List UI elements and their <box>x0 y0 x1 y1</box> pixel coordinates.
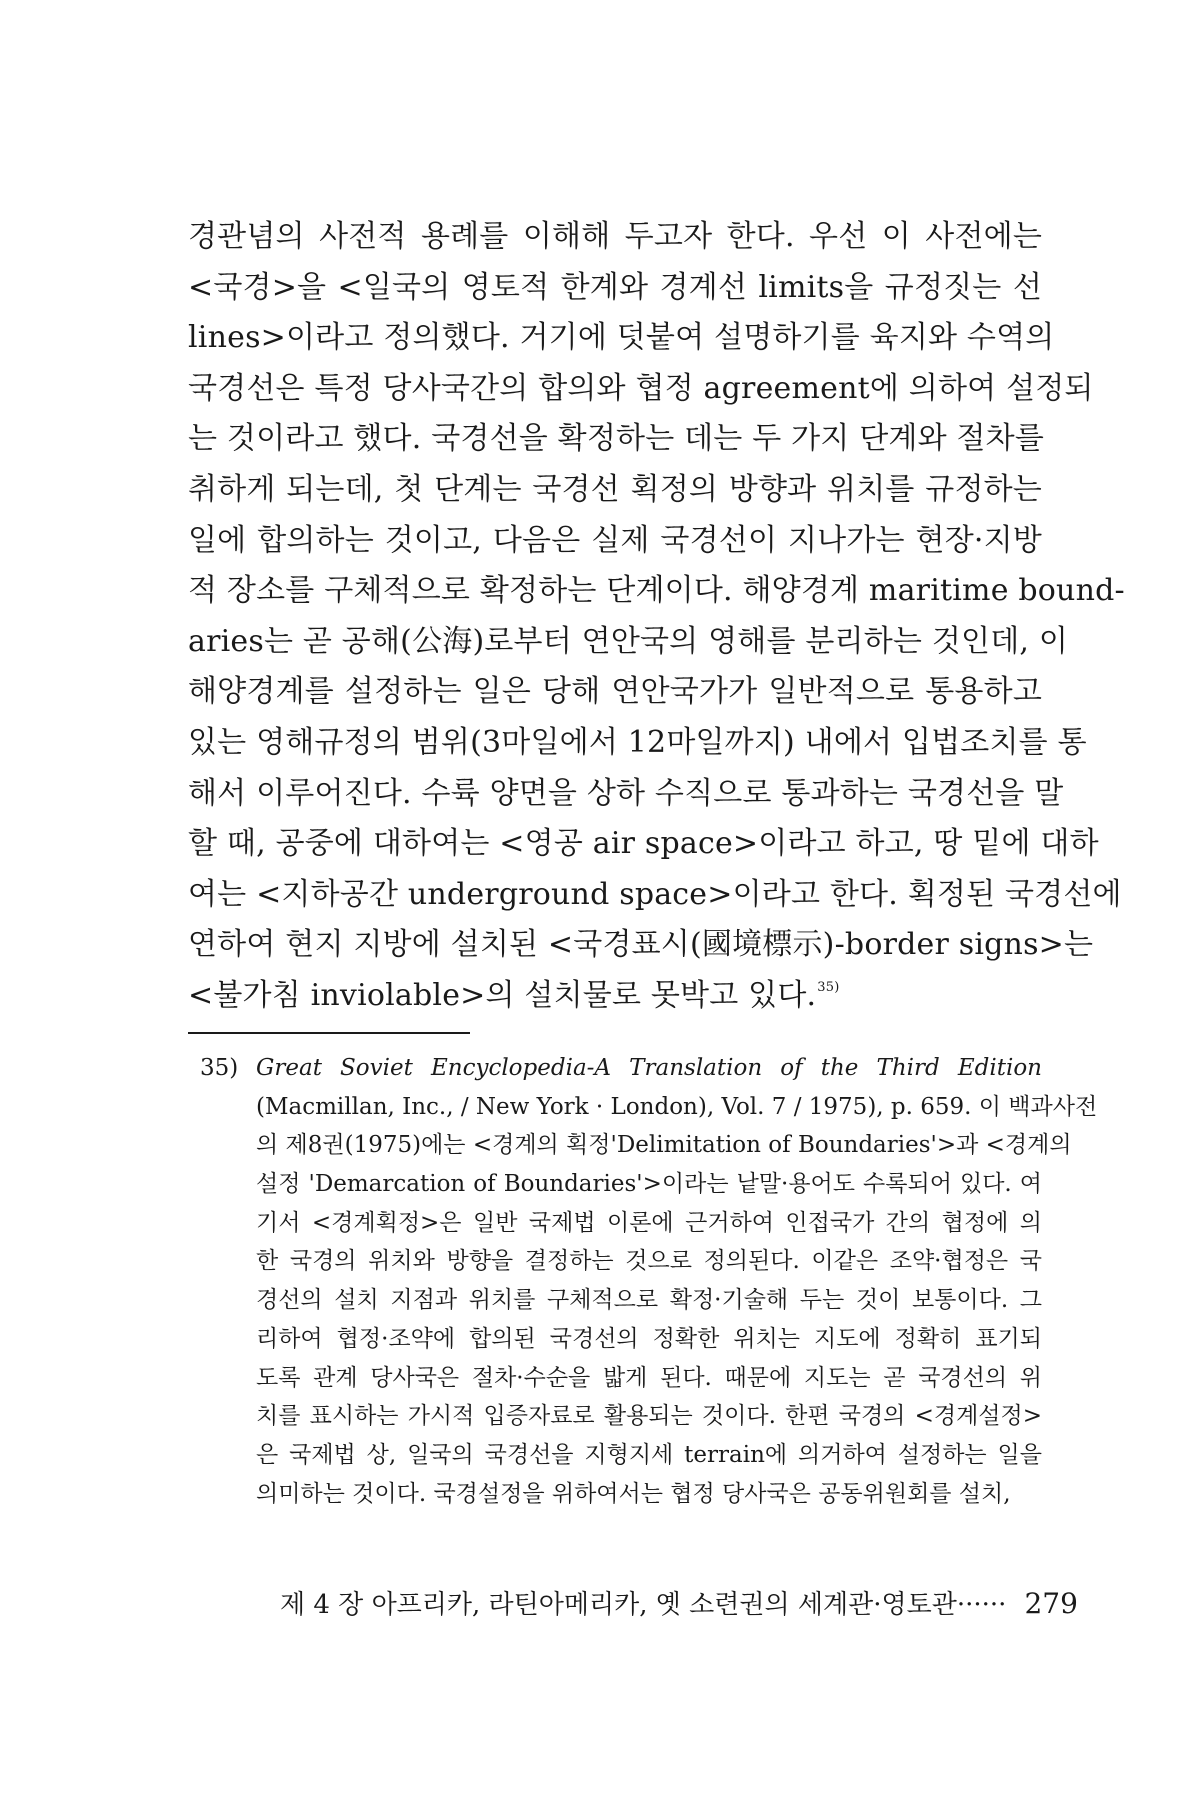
body-line: 해양경계를 설정하는 일은 당해 연안국가가 일반적으로 통용하고 <box>188 674 1042 710</box>
body-line: 경관념의 사전적 용례를 이해해 두고자 한다. 우선 이 사전에는 <box>188 219 1042 254</box>
footnote-line: 리하여 협정·조약에 합의된 국경선의 정확한 위치는 지도에 정확히 표기되 <box>256 1325 1042 1352</box>
footnote-line: 은 국제법 상, 일국의 국경선을 지형지세 terrain에 의거하여 설정하는 일을 <box>256 1441 1042 1468</box>
footnote-number: 35) <box>200 1055 239 1081</box>
body-line: <국경>을 <일국의 영토적 한계와 경계선 limits을 규정짓는 선 <box>188 269 1042 305</box>
footnote-first-line <box>200 1049 1042 1088</box>
running-head: 제 4 장 아프리카, 라틴아메리카, 옛 소련권의 세계관·영토관······ <box>280 1590 1007 1620</box>
body-line: 여는 <지하공간 underground space>이라고 한다. 획정된 국경선에 <box>188 876 1122 912</box>
footnote-line: 기서 <경계획정>은 일반 국제법 이론에 근거하여 인접국가 간의 협정에 의 <box>256 1209 1042 1236</box>
footnote-line: 경선의 설치 지점과 위치를 구체적으로 확정·기술해 두는 것이 보통이다. 그 <box>256 1287 1042 1314</box>
body-line: 국경선은 특정 당사국간의 합의와 협정 agreement에 의하여 설정되 <box>188 370 1094 406</box>
body-line: lines>이라고 정의했다. 거기에 덧붙여 설명하기를 육지와 수역의 <box>188 320 1055 356</box>
body-text <box>188 212 1125 1022</box>
page-number: 279 <box>1024 1587 1078 1620</box>
body-line: 일에 합의하는 것이고, 다음은 실제 국경선이 지나가는 현장·지방 <box>188 522 1042 558</box>
body-line: 적 장소를 구체적으로 확정하는 단계이다. 해양경계 maritime bound- <box>188 573 1125 609</box>
footnote-line: 의 제8권(1975)에는 <경계의 획정'Delimitation of Boundaries'>과 <경계의 <box>256 1132 1072 1159</box>
footnote-line: 치를 표시하는 가시적 입증자료로 활용되는 것이다. 한편 국경의 <경계설정> <box>256 1403 1042 1430</box>
footnote-line: 도록 관계 당사국은 절차·수순을 밟게 된다. 때문에 지도는 곧 국경선의 위 <box>256 1364 1042 1391</box>
footnote <box>200 1049 1098 1513</box>
body-line-text: <불가침 inviolable>의 설치물로 못박고 있다. <box>188 977 817 1013</box>
page-footer <box>280 1584 1078 1621</box>
footnote-title: Great Soviet Encyclopedia-A Translation of the Third Edition <box>256 1055 1042 1081</box>
footnote-line: 한 국경의 위치와 방향을 결정하는 것으로 정의된다. 이같은 조약·협정은 국 <box>256 1248 1042 1275</box>
body-line: 취하게 되는데, 첫 단계는 국경선 획정의 방향과 위치를 규정하는 <box>188 471 1042 507</box>
body-line: 연하여 현지 지방에 설치된 <국경표시(國境標示)-border signs>는 <box>188 927 1094 963</box>
body-line: 는 것이라고 했다. 국경선을 확정하는 데는 두 가지 단계와 절차를 <box>188 421 1045 457</box>
footnote-line: (Macmillan, Inc., / New York · London), Vol. 7 / 1975), p. 659. 이 백과사전 <box>256 1093 1098 1120</box>
footnote-line: 의미하는 것이다. 국경설정을 위하여서는 협정 당사국은 공동위원회를 설치, <box>256 1480 1011 1507</box>
footnote-divider <box>188 1032 470 1034</box>
body-line-last <box>188 971 1042 1022</box>
footnote-line: 설정 'Demarcation of Boundaries'>이라는 낱말·용어도 수록되어 있다. 여 <box>256 1171 1042 1198</box>
body-line: 있는 영해규정의 범위(3마일에서 12마일까지) 내에서 입법조치를 통 <box>188 724 1087 760</box>
body-line: 할 때, 공중에 대하여는 <영공 air space>이라고 하고, 땅 밑에 대하 <box>188 826 1099 862</box>
body-line: aries는 곧 공해(公海)로부터 연안국의 영해를 분리하는 것인데, 이 <box>188 623 1069 659</box>
body-line: 해서 이루어진다. 수륙 양면을 상하 수직으로 통과하는 국경선을 말 <box>188 775 1064 811</box>
footnote-reference[interactable]: 35) <box>817 979 840 995</box>
